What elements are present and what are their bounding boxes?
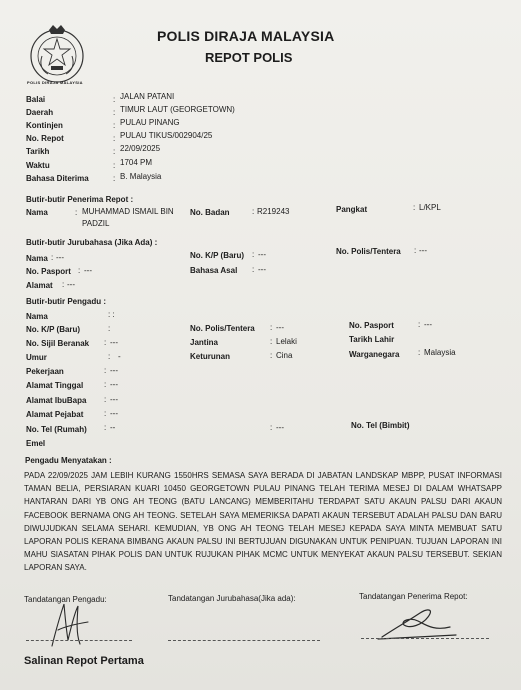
label-comp-keturunan: Keturunan xyxy=(190,352,230,361)
label-comp-sijil: No. Sijil Beranak xyxy=(26,339,90,348)
receiver-heading: Butir-butir Penerima Repot : xyxy=(26,195,134,204)
value-interp-kp: --- xyxy=(258,250,266,259)
value-comp-pekerjaan: --- xyxy=(110,366,118,375)
label-daerah: Daerah xyxy=(26,108,54,117)
value-comp-tel-pejabat: --- xyxy=(276,423,284,432)
label-comp-jantina: Jantina xyxy=(190,338,219,347)
report-subtitle: REPOT POLIS xyxy=(205,50,293,65)
label-tarikh: Tarikh xyxy=(26,147,50,156)
footer-text: Salinan Repot Pertama xyxy=(24,655,144,667)
police-report-page: POLIS DIRAJA MALAYSIA POLIS DIRAJA MALAYSIA REPOT POLIS Balai : JALAN PATANI Daerah : TIMUR LAUT (GEORGETOWN) Kontinjen : PULAU PINANG No. Repot : PULAU TIKUS/002904/25 Tarikh : 22/09/2025 Waktu : 1704 PM Bahasa Diterima : B. Malaysia Butir-butir Penerima Repot : Nama : MUHAMMAD ISMAIL BIN PADZIL No. Badan : R219243 Pangkat : L/KPL Butir-butir Jurubahasa (Jika Ada) : Nama : --- No. K/P (Baru) : --- No. Polis/Tentera : --- No. Pasport : --- Bahasa Asal : --- Alamat : --- Butir-butir Pengadu : Nama : : No. K/P (Baru) : No. Polis/Tentera : --- No. Pasport : --- No. Sijil Beranak : --- Jantina : Lelaki Tarikh Lahir Umur : - Keturunan : Cina Warganegara : Malaysia Pekerjaan : --- Alamat Tinggal : --- Alamat IbuBapa : --- Alamat Pejabat : --- No. Tel (Rumah) : -- : --- No. Tel (Bimbit) Emel Pengadu Menyatakan : PADA 22/09/2025 JAM LEBIH KURANG 1550HRS SEMASA SAYA BERADA DI JABATAN LANDSKAP MBPP, PUSAT INFORMASI TAMAN BELIA, PERSIARAN KUARI 10450 GEORGETOWN PULAU PINANG TELAH TERIMA MESEJ DI DALAM WHATSAPP HANTARAN DARI YB ONG AH TEONG (BATU LANCANG) MEMBERITAHU TERDAPAT SATU AKAUN PALSU DARI AKAUN FACEBOOK BERNAMA ONG AH TEONG. SETELAH SAYA MEMERIKSA DAPATI AKAUN TERSEBUT ADALAH PALSU DAN BARU DIWUJUDKAN SELAMA SEHARI. KEMUDIAN, YB ONG AH TEONG TELAH MESEJ KEPADA SAYA MINTA MEMBUAT SATU LAPORAN POLIS KERANA BIMBANG AKAUN PALSU INI BERTUJUAN DIGUNAKAN UNTUK PENIPUAN. TUJUAN LAPORAN INI MAHU SIASATAN PIHAK POLIS DAN UNTUK RUJUKAN PIHAK MCMC UNTUK MENYEKAT AKAUN PALSU TERSEBUT. SEKIAN LAPORAN SAYA. Tandatangan Pengadu: Tandatangan Jurubahasa(Jika ada): Tandatangan Penerima Repot: Salinan Repot Pertama xyxy=(0,0,521,690)
interpreter-heading: Butir-butir Jurubahasa (Jika Ada) : xyxy=(26,238,158,247)
value-comp-alamat-pejabat: --- xyxy=(110,409,118,418)
label-comp-pasport: No. Pasport xyxy=(349,321,394,330)
receiver-signature-icon xyxy=(376,603,458,643)
label-comp-tel-bimbit: No. Tel (Bimbit) xyxy=(351,421,410,430)
value-comp-alamat-tinggal: --- xyxy=(110,380,118,389)
pdrm-crest-icon xyxy=(24,22,90,88)
label-interp-alamat: Alamat xyxy=(26,281,53,290)
label-interp-nama: Nama xyxy=(26,254,48,263)
value-comp-polis: --- xyxy=(276,323,284,332)
value-comp-tel-rumah: -- xyxy=(110,423,116,432)
value-interp-alamat: --- xyxy=(67,280,75,289)
label-interp-bahasa: Bahasa Asal xyxy=(190,266,238,275)
value-bahasa: B. Malaysia xyxy=(120,172,162,181)
value-comp-jantina: Lelaki xyxy=(276,337,297,346)
value-balai: JALAN PATANI xyxy=(120,92,175,101)
value-interp-bahasa: --- xyxy=(258,265,266,274)
value-comp-alamat-ibubapa: --- xyxy=(110,395,118,404)
sig-line-pengadu xyxy=(26,640,132,641)
label-comp-emel: Emel xyxy=(26,439,46,448)
value-waktu: 1704 PM xyxy=(120,158,153,167)
value-receiver-nama-1: MUHAMMAD ISMAIL BIN xyxy=(82,207,174,216)
complainant-signature-icon xyxy=(46,600,92,650)
value-pangkat: L/KPL xyxy=(419,203,441,212)
value-kontinjen: PULAU PINANG xyxy=(120,118,180,127)
sig-label-pengadu: Tandatangan Pengadu: xyxy=(24,595,107,604)
label-comp-polis: No. Polis/Tentera xyxy=(190,324,255,333)
label-comp-nama: Nama xyxy=(26,312,48,321)
value-interp-nama: --- xyxy=(56,253,64,262)
label-comp-warga: Warganegara xyxy=(349,350,400,359)
sig-line-penerima xyxy=(361,638,489,639)
value-comp-sijil: --- xyxy=(110,338,118,347)
report-title: POLIS DIRAJA MALAYSIA xyxy=(157,28,335,44)
label-waktu: Waktu xyxy=(26,161,50,170)
label-pangkat: Pangkat xyxy=(336,205,368,214)
label-interp-kp: No. K/P (Baru) xyxy=(190,251,245,260)
label-no-repot: No. Repot xyxy=(26,134,64,143)
label-receiver-nama: Nama xyxy=(26,208,48,217)
label-kontinjen: Kontinjen xyxy=(26,121,63,130)
label-comp-kp: No. K/P (Baru) xyxy=(26,325,81,334)
label-comp-tel-rumah: No. Tel (Rumah) xyxy=(26,425,87,434)
label-no-badan: No. Badan xyxy=(190,208,230,217)
crest-text: POLIS DIRAJA MALAYSIA xyxy=(27,80,83,85)
label-comp-umur: Umur xyxy=(26,353,47,362)
label-comp-alamat-ibubapa: Alamat IbuBapa xyxy=(26,396,87,405)
complainant-heading: Butir-butir Pengadu : xyxy=(26,297,106,306)
value-comp-warga: Malaysia xyxy=(424,348,456,357)
label-interp-polis: No. Polis/Tentera xyxy=(336,247,401,256)
value-comp-keturunan: Cina xyxy=(276,351,293,360)
value-interp-polis: --- xyxy=(419,246,427,255)
value-no-badan: R219243 xyxy=(257,207,290,216)
label-comp-pekerjaan: Pekerjaan xyxy=(26,367,64,376)
label-comp-tarikh-lahir: Tarikh Lahir xyxy=(349,335,395,344)
label-balai: Balai xyxy=(26,95,46,104)
label-comp-alamat-tinggal: Alamat Tinggal xyxy=(26,381,84,390)
statement-text: PADA 22/09/2025 JAM LEBIH KURANG 1550HRS SEMASA SAYA BERADA DI JABATAN LANDSKAP MBPP, PUSAT INFORMASI TAMAN BELIA, PERSIARAN KUARI 10450 GEORGETOWN PULAU PINANG TELAH TERIMA MESEJ DI DALAM WHATSAPP HANTARAN DARI YB ONG AH TEONG (BATU LANCANG) MEMBERITAHU TERDAPAT SATU AKAUN PALSU DARI AKAUN FACEBOOK BERNAMA ONG AH TEONG. SETELAH SAYA MEMERIKSA DAPATI AKAUN TERSEBUT ADALAH PALSU DAN BARU DIWUJUDKAN SELAMA SEHARI. KEMUDIAN, YB ONG AH TEONG TELAH MESEJ KEPADA SAYA MINTA MEMBUAT SATU LAPORAN POLIS KERANA BIMBANG AKAUN PALSU INI BERTUJUAN DIGUNAKAN UNTUK PENIPUAN. TUJUAN LAPORAN INI MAHU SIASATAN PIHAK POLIS DAN UNTUK RUJUKAN PIHAK MCMC UNTUK MENYEKAT AKAUN PALSU TERSEBUT. SEKIAN LAPORAN SAYA. xyxy=(24,471,502,573)
label-bahasa: Bahasa Diterima xyxy=(26,174,89,183)
statement-heading: Pengadu Menyatakan : xyxy=(25,456,112,465)
value-receiver-nama-2: PADZIL xyxy=(82,219,110,228)
value-comp-pasport: --- xyxy=(424,320,432,329)
value-daerah: TIMUR LAUT (GEORGETOWN) xyxy=(120,105,235,114)
value-tarikh: 22/09/2025 xyxy=(120,144,161,153)
sig-label-penerima: Tandatangan Penerima Repot: xyxy=(359,592,468,601)
label-comp-alamat-pejabat: Alamat Pejabat xyxy=(26,410,84,419)
label-interp-pasport: No. Pasport xyxy=(26,267,71,276)
sig-line-jurubahasa xyxy=(168,640,320,641)
value-interp-pasport: --- xyxy=(84,266,92,275)
value-no-repot: PULAU TIKUS/002904/25 xyxy=(120,131,213,140)
sig-label-jurubahasa: Tandatangan Jurubahasa(Jika ada): xyxy=(168,594,296,603)
